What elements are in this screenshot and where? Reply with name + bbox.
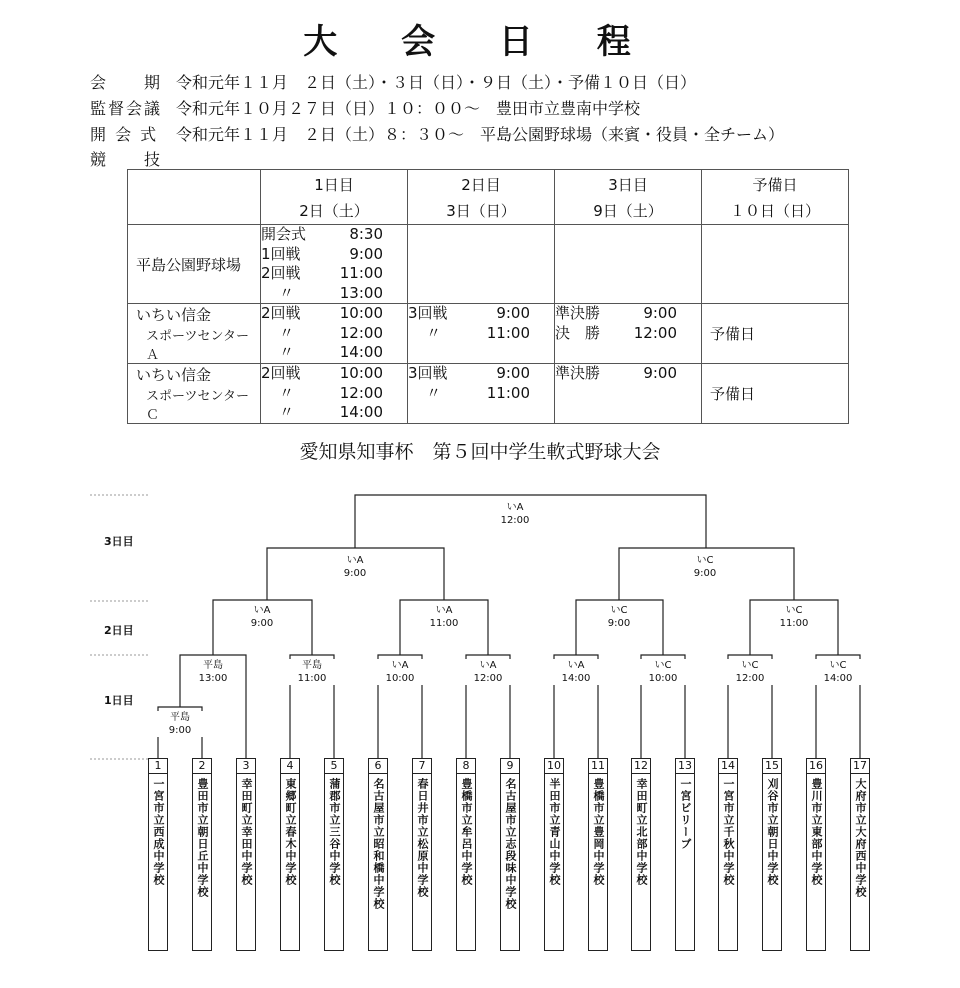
- page-title: 大 会 日 程: [303, 22, 657, 62]
- school-box: 6 名古屋市立昭和橋中学校: [368, 758, 388, 951]
- school-box: 8 豊橋市立牟呂中学校: [456, 758, 476, 951]
- info-label: 開 会 式: [90, 125, 159, 144]
- table-header-day1: 1日目 2日（土）: [261, 170, 408, 225]
- match-label: いA 10:00: [370, 659, 430, 685]
- info-value: 令和元年１１月 ２日（土）・３日（日）・９日（土）・予備１０日（日）: [176, 73, 697, 92]
- school-box: 14 一宮市立千秋中学校: [718, 758, 738, 951]
- match-label: 平島 9:00: [150, 711, 210, 737]
- match-label: いC 12:00: [720, 659, 780, 685]
- slot: 1回戦 9:00: [261, 244, 383, 263]
- slot: 準決勝 9:00: [555, 364, 677, 382]
- match-label: いC 9:00: [675, 554, 735, 580]
- slot: 〃 12:00: [279, 323, 383, 342]
- school-box: 2 豊田市立朝日丘中学校: [192, 758, 212, 951]
- reserve-cell: 予備日: [702, 364, 849, 424]
- match-label: いA 11:00: [414, 604, 474, 630]
- info-value: 令和元年１０月２７日（日）１０：００～ 豊田市立豊南中学校: [176, 99, 641, 118]
- venue-cell: 平島公園野球場: [128, 225, 261, 304]
- slot: 決 勝 12:00: [555, 323, 677, 342]
- info-label: 会 期: [90, 73, 163, 92]
- school-box: 4 東郷町立春木中学校: [280, 758, 300, 951]
- school-box: 17 大府市立大府西中学校: [850, 758, 870, 951]
- table-header-day2: 2日目 3日（日）: [408, 170, 555, 225]
- match-label: 平島 13:00: [183, 659, 243, 685]
- school-box: 1 一宮市立西成中学校: [148, 758, 168, 951]
- match-label: いA 12:00: [458, 659, 518, 685]
- table-header-day3: 3日目 9日（土）: [555, 170, 702, 225]
- info-value: 令和元年１１月 ２日（土）８：３０～ 平島公園野球場（来賓・役員・全チーム）: [176, 125, 785, 144]
- slot: 開会式 8:30: [261, 225, 383, 243]
- match-label: いC 9:00: [589, 604, 649, 630]
- school-box: 12 幸田町立北部中学校: [631, 758, 651, 951]
- slot: 3回戦 9:00: [408, 364, 530, 382]
- school-box: 11 豊橋市立豊岡中学校: [588, 758, 608, 951]
- slot: 〃 14:00: [279, 403, 383, 421]
- school-box: 16 豊川市立東部中学校: [806, 758, 826, 951]
- day-label-2: 2日目: [104, 624, 134, 637]
- slot: 〃 11:00: [426, 383, 530, 402]
- match-label: いA 9:00: [325, 554, 385, 580]
- info-label: 監督会議: [90, 99, 163, 118]
- venue-cell: いちい信金 スポーツセンターＣ: [128, 364, 261, 424]
- slot: 2回戦 11:00: [261, 264, 383, 282]
- reserve-cell: 予備日: [702, 304, 849, 364]
- school-box: 15 刈谷市立朝日中学校: [762, 758, 782, 951]
- info-label: 競 技: [90, 150, 163, 169]
- match-label: いC 10:00: [633, 659, 693, 685]
- match-label-final: いA 12:00: [485, 501, 545, 527]
- school-box: 13 一宮ビリーブ: [675, 758, 695, 951]
- slot: 〃 11:00: [426, 323, 530, 342]
- school-box: 5 蒲郡市立三谷中学校: [324, 758, 344, 951]
- match-label: 平島 11:00: [282, 659, 342, 685]
- slot: 〃 14:00: [279, 343, 383, 361]
- match-label: いC 14:00: [808, 659, 868, 685]
- slot: 2回戦 10:00: [261, 364, 383, 382]
- school-box: 3 幸田町立幸田中学校: [236, 758, 256, 951]
- slot: 2回戦 10:00: [261, 304, 383, 322]
- day-label-3: 3日目: [104, 535, 134, 548]
- school-box: 7 春日井市立松原中学校: [412, 758, 432, 951]
- school-box: 10 半田市立青山中学校: [544, 758, 564, 951]
- match-label: いA 9:00: [232, 604, 292, 630]
- match-label: いC 11:00: [764, 604, 824, 630]
- slot: 〃 12:00: [279, 383, 383, 402]
- school-box: 9 名古屋市立志段味中学校: [500, 758, 520, 951]
- day-label-1: 1日目: [104, 694, 134, 707]
- tournament-title: 愛知県知事杯 第５回中学生軟式野球大会: [299, 441, 661, 463]
- slot: 3回戦 9:00: [408, 304, 530, 322]
- day-dividers: [90, 495, 148, 759]
- match-label: いA 14:00: [546, 659, 606, 685]
- slot: 〃 13:00: [279, 283, 383, 302]
- slot: 準決勝 9:00: [555, 304, 677, 322]
- table-header-reserve: 予備日 １０日（日）: [702, 170, 849, 225]
- venue-cell: いちい信金 スポーツセンターＡ: [128, 304, 261, 364]
